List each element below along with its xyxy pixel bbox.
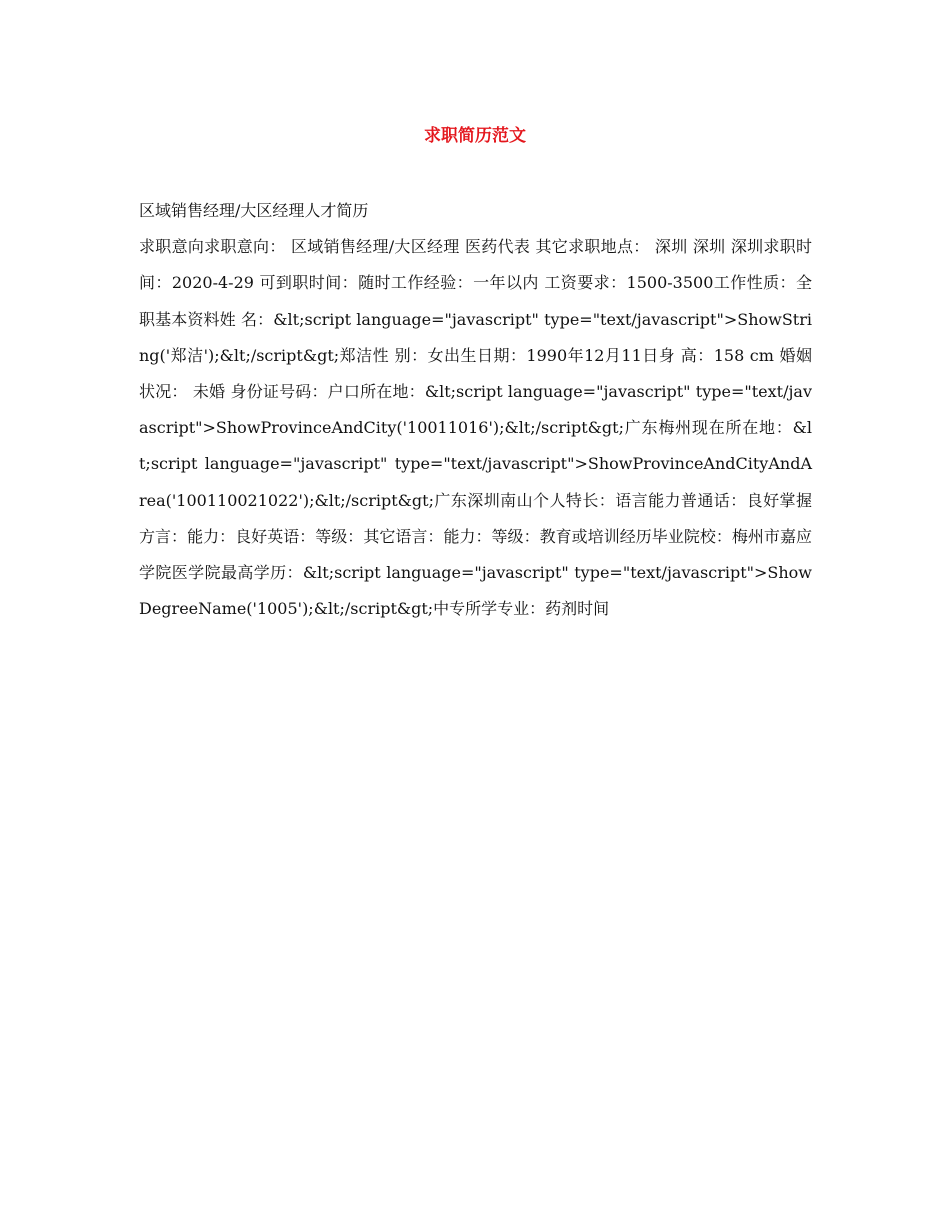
document-title: 求职简历范文 [424,126,526,146]
resume-body-text: 求职意向求职意向： 区域销售经理/大区经理 医药代表 其它求职地点： 深圳 深圳 深圳求职时间：2020-4-29 可到职时间：随时工作经验：一年以内 工资要求：1500-3500工作性质：全职基本资料姓 名：&lt;script language="javascript" type="text/javascript">ShowString('郑洁');&lt;/script&gt;郑洁性 别：女出生日期：1990年12月11日身 高：158 cm 婚姻状况： 未婚 身份证号码：户口所在地：&lt;script language="javascript" type="text/javascript">ShowProvinceAndCity('10011016');&lt;/script&gt;广东梅州现在所在地：&lt;script language="javascript" type="text/javascript">ShowProvinceAndCityAndArea('100110021022');&lt;/script&gt;广东深圳南山个人特长：语言能力普通话：良好掌握方言：能力：良好英语：等级：其它语言：能力：等级：教育或培训经历毕业院校：梅州市嘉应学院医学院最高学历：&lt;script language="javascript" type="text/javascript">ShowDegreeName('1005');&lt;/script&gt;中专所学专业：药剂时间 [139,237,812,619]
document-content [139,193,812,627]
resume-subtitle: 区域销售经理/大区经理人才简历 [139,201,369,220]
